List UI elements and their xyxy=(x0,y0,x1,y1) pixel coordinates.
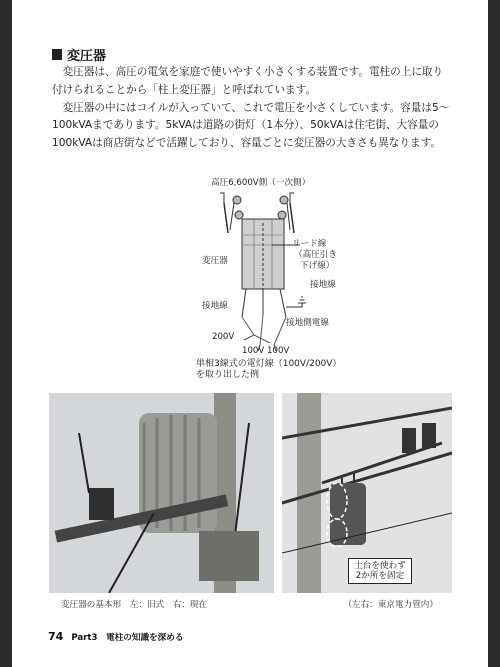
photo-caption-left: 変圧器の基本形 左：旧式 右：現在 xyxy=(61,600,208,610)
photo-annotation xyxy=(348,558,412,584)
heading-square-icon xyxy=(52,49,62,60)
part-label: Part3 電柱の知識を深める xyxy=(71,633,184,643)
diagram-lead-label: （高圧引き xyxy=(294,250,337,260)
photo-caption-right: （左右：東京電力管内） xyxy=(343,600,438,610)
diagram-ground-side-label: 接地側電線 xyxy=(286,318,329,328)
section-heading xyxy=(52,45,106,64)
diagram-ground-label: 接地線 xyxy=(202,301,228,311)
diagram-lead-label: リード線 xyxy=(292,239,327,249)
page-number: 74 xyxy=(48,630,64,643)
diagram-caption-line: を取り出した例 xyxy=(196,370,260,380)
annotation-line: 2か所を固定 xyxy=(355,571,405,581)
diagram-caption-line: 単相3線式の電灯線（100V/200V） xyxy=(196,359,342,369)
photo-old-transformer xyxy=(49,393,274,593)
annotation-line: 土台を使わず xyxy=(354,561,406,571)
section-title: 変圧器 xyxy=(67,49,107,64)
diagram-200v-label: 200V xyxy=(212,332,235,342)
diagram-ground-label: 接地線 xyxy=(310,280,336,290)
paragraph: 変圧器は、高圧の電気を家庭で使いやすく小さくする装置です。電柱の上に取り付けられることから「柱上変圧器」と呼ばれています。 xyxy=(52,66,444,96)
diagram-lead-label: 下げ線） xyxy=(300,261,335,271)
diagram-transformer-label: 変圧器 xyxy=(202,256,228,266)
photo-old-transformer-image xyxy=(49,393,274,593)
paragraph: 変圧器の中にはコイルが入っていて、これで電圧を小さくしています。容量は5～100kVAまであります。5kVAは道路の街灯（1本分）、50kVAは住宅街、大容量の100kVAは商店街などで活躍しており、容量ごとに変圧器の大きさも異なります。 xyxy=(52,101,450,150)
body-text xyxy=(52,64,452,153)
page-footer xyxy=(48,630,183,643)
diagram-caption xyxy=(196,359,341,381)
book-page xyxy=(12,0,488,667)
transformer-diagram xyxy=(182,175,342,385)
diagram-top-label: 高圧6,600V側（一次側） xyxy=(211,178,311,188)
diagram-100v-label: 100V 100V xyxy=(242,346,290,356)
